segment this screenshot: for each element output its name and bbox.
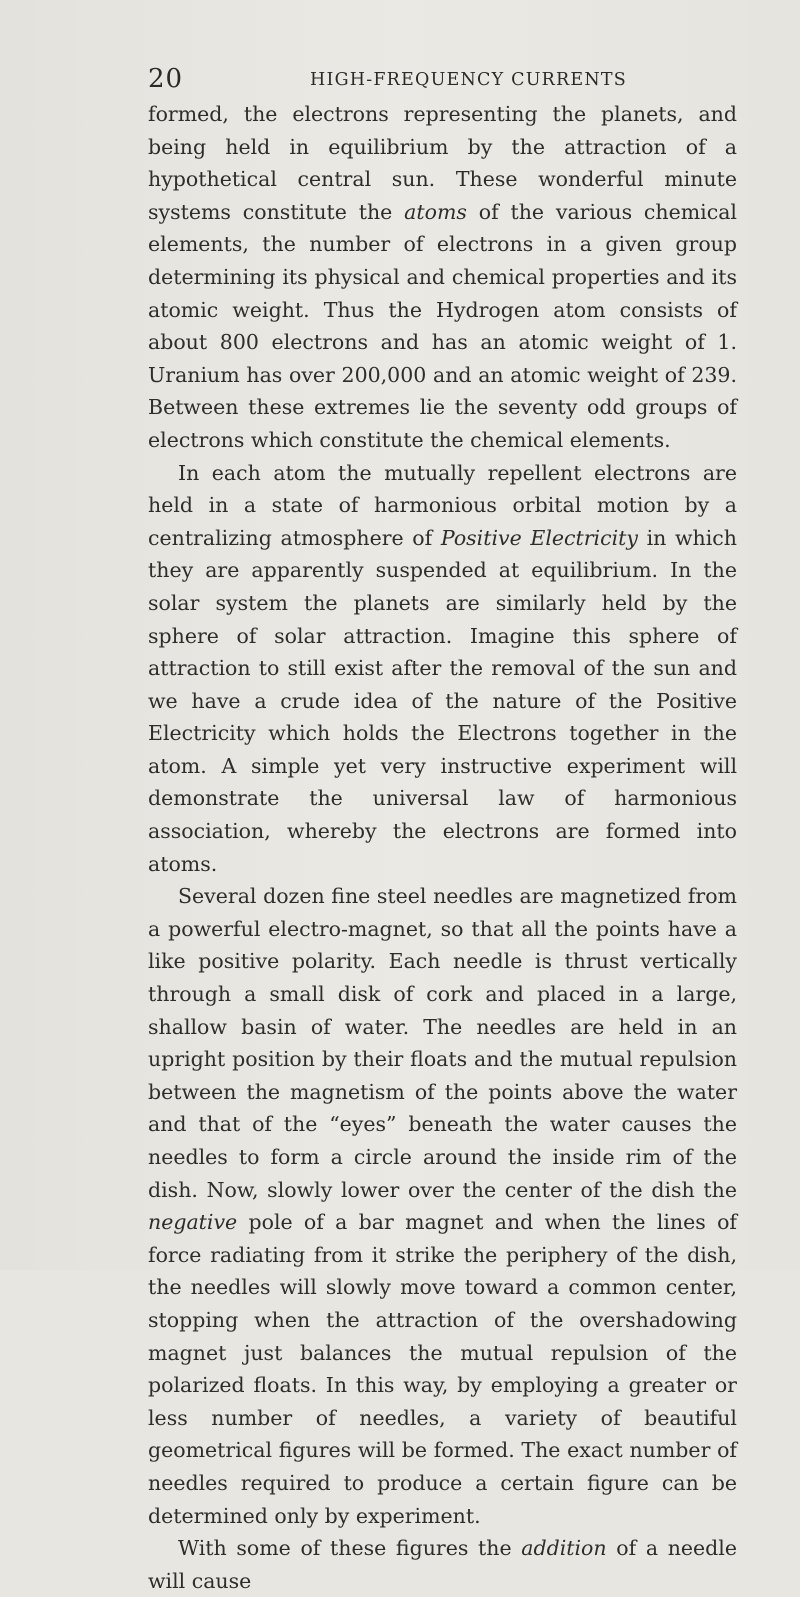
page-header (148, 64, 760, 94)
page-number: 20 (148, 64, 184, 94)
body-text (148, 98, 737, 1597)
paragraph-1: formed, the electrons representing the planets, and being held in equilibrium by the attraction of a hypothetical central sun. These wonderful minute systems constitute the atoms of the various chemical elements, the number of electrons in a given group determining its physical and chemical properties and its atomic weight. Thus the Hydrogen atom consists of about 800 electrons and has an atomic weight of 1. Uranium has over 200,000 and an atomic weight of 239. Between these extremes lie the seventy odd groups of electrons which constitute the chemical elements. (148, 102, 737, 452)
running-head: HIGH-FREQUENCY CURRENTS (310, 70, 627, 90)
paragraph-4: With some of these figures the addition of a needle will cause (148, 1536, 737, 1593)
paragraph-2: In each atom the mutually repellent electrons are held in a state of harmonious orbital motion by a centralizing atmosphere of Positive Electricity in which they are apparently suspended at equilibrium. In the solar system the planets are similarly held by the sphere of solar attraction. Imagine this sphere of attraction to still exist after the removal of the sun and we have a crude idea of the nature of the Positive Electricity which holds the Electrons together in the atom. A simple yet very instructive experiment will demonstrate the universal law of harmonious association, whereby the electrons are formed into atoms. (148, 460, 737, 876)
paragraph-3: Several dozen fine steel needles are magnetized from a powerful electro-magnet, so that all the points have a like positive polarity. Each needle is thrust vertically through a small disk of cork and placed in a large, shallow basin of water. The needles are held in an upright position by their floats and the mutual repulsion between the magnetism of the points above the water and that of the “eyes” beneath the water causes the needles to form a circle around the inside rim of the dish. Now, slowly lower over the center of the dish the negative pole of a bar magnet and when the lines of force radiating from it strike the periphery of the dish, the needles will slowly move toward a common center, stopping when the attraction of the overshadowing magnet just balances the mutual repulsion of the polarized floats. In this way, by employing a greater or less number of needles, a variety of beautiful geometrical figures will be formed. The exact number of needles required to produce a certain figure can be determined only by experiment. (148, 884, 737, 1528)
